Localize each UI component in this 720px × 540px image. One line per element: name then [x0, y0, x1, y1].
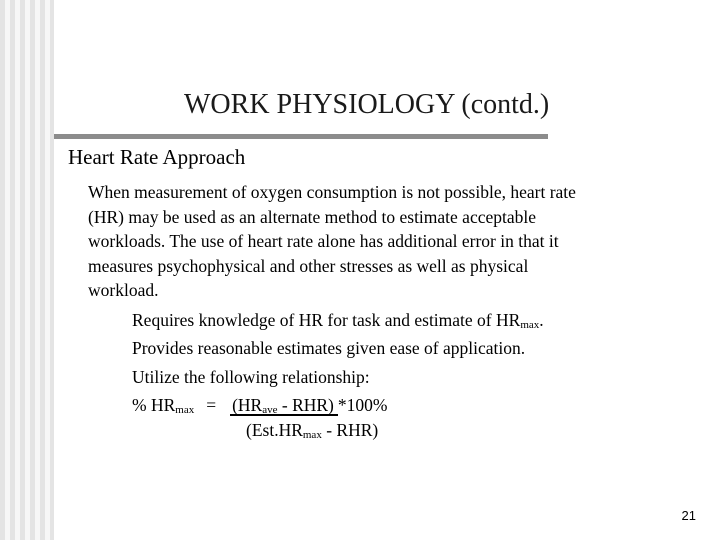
- paragraph-line: measures psychophysical and other stresses as well as physical: [88, 255, 529, 276]
- paragraph-line: (HR) may be used as an alternate method to estimate acceptable: [88, 206, 537, 227]
- section-heading: Heart Rate Approach: [68, 145, 246, 169]
- page-number: 21: [681, 508, 696, 523]
- denominator-end: - RHR): [321, 420, 379, 440]
- bullet-utilize-relationship: Utilize the following relationship:: [132, 367, 370, 387]
- slide-title: WORK PHYSIOLOGY (contd.): [184, 89, 550, 120]
- paragraph-line: workloads. The use of heart rate alone has additional error in that it: [88, 231, 559, 251]
- item-subscript: max: [520, 319, 540, 331]
- numerator-text: (HR: [232, 395, 263, 415]
- paragraph-line: workload.: [88, 280, 159, 300]
- paragraph-line: When measurement of oxygen consumption is not possible, heart rate: [88, 182, 576, 202]
- formula-lhs-subscript: max: [175, 404, 195, 416]
- formula-line: [132, 394, 387, 416]
- numerator-end: - RHR): [277, 395, 334, 415]
- formula-multiplier: *100%: [337, 395, 388, 415]
- formula-equals: =: [206, 395, 217, 415]
- denominator-text: (Est.HR: [246, 420, 303, 440]
- denominator-subscript: max: [302, 429, 322, 441]
- item-punctuation: .: [539, 310, 544, 330]
- formula-numerator: [230, 396, 338, 416]
- bullet-reasonable-estimates: Provides reasonable estimates given ease of application.: [132, 338, 526, 358]
- item-text: Requires knowledge of HR for task and estimate of HR: [132, 310, 521, 330]
- title-divider: [54, 134, 548, 139]
- body-paragraph: [88, 180, 668, 303]
- numerator-subscript: ave: [262, 404, 278, 416]
- bullet-requires-knowledge: [132, 309, 544, 331]
- formula-denominator: [246, 419, 378, 441]
- formula-lhs: % HR: [132, 395, 176, 415]
